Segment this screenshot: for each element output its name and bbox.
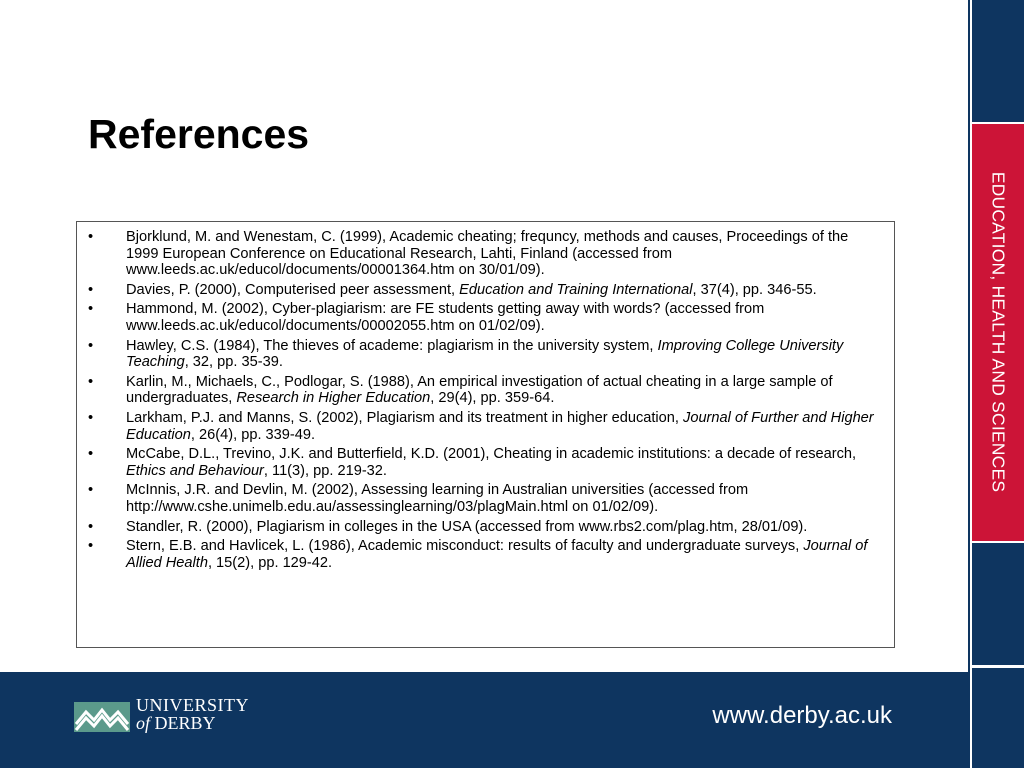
reference-source-title: Journal of Further and Higher Education bbox=[126, 409, 874, 443]
reference-source-title: Research in Higher Education bbox=[236, 390, 431, 407]
reference-item bbox=[77, 338, 884, 371]
bullet-icon: • bbox=[88, 229, 94, 245]
bullet-icon: • bbox=[88, 518, 94, 535]
reference-source-title: Ethics and Behaviour bbox=[126, 462, 264, 479]
university-logo bbox=[74, 696, 264, 746]
reference-text: Hammond, M. (2002), Cyber-plagiarism: are FE students getting away with words? (accessed from www.leeds.ac.uk/educol/documents/00002055.htm on 01/02/09). bbox=[126, 301, 765, 334]
bullet-icon: • bbox=[88, 446, 94, 463]
sidebar-divider bbox=[968, 0, 970, 768]
reference-item bbox=[77, 519, 884, 536]
reference-item bbox=[77, 301, 884, 334]
references-list bbox=[77, 222, 894, 571]
bullet-icon: • bbox=[88, 373, 94, 390]
reference-source-title: Improving College University Teaching bbox=[126, 337, 844, 371]
mountains-logo-icon bbox=[74, 702, 130, 736]
page-title: References bbox=[88, 111, 310, 157]
logo-line-derby bbox=[136, 714, 249, 732]
reference-source-title: Journal of Allied Health bbox=[126, 538, 868, 571]
bullet-icon: • bbox=[88, 409, 94, 426]
bullet-icon: • bbox=[88, 538, 94, 555]
sidebar-foot-block bbox=[972, 668, 1024, 768]
sidebar-top-block bbox=[972, 0, 1024, 122]
logo-line-university: UNIVERSITY bbox=[136, 695, 249, 715]
reference-text: Hawley, C.S. (1984), The thieves of academe: plagiarism in the university system, bbox=[126, 337, 658, 354]
reference-item bbox=[77, 229, 884, 279]
reference-source-title: Education and Training International bbox=[459, 281, 693, 298]
reference-item bbox=[77, 446, 884, 479]
reference-text: , 11(3), pp. 219-32. bbox=[263, 462, 387, 479]
bullet-icon: • bbox=[88, 482, 94, 499]
bullet-icon: • bbox=[88, 301, 94, 318]
reference-text: , 29(4), pp. 359-64. bbox=[430, 390, 555, 407]
reference-text: Bjorklund, M. and Wenestam, C. (1999), Academic cheating; frequncy, methods and causes, Proceedings of the 1999 European Conference on Educational Research, Lahti, Finland (accessed from www.leeds.ac.uk/educol/documents/00001364.htm on 30/01/09). bbox=[126, 229, 849, 279]
reference-text: Standler, R. (2000), Plagiarism in colleges in the USA (accessed from www.rbs2.com/plag.htm, 28/01/09). bbox=[126, 518, 808, 535]
reference-text: McInnis, J.R. and Devlin, M. (2002), Assessing learning in Australian universities (accessed from http://www.cshe.unimelb.edu.au/assessinglearning/03/plagMain.html on 01/02/09). bbox=[126, 482, 749, 515]
logo-wordmark bbox=[136, 696, 249, 732]
reference-text: Stern, E.B. and Havlicek, L. (1986), Academic misconduct: results of faculty and undergraduate surveys, bbox=[126, 538, 804, 555]
faculty-label: EDUCATION, HEALTH AND SCIENCES bbox=[988, 171, 1009, 493]
reference-text: Davies, P. (2000), Computerised peer assessment, bbox=[126, 281, 460, 298]
footer-bar bbox=[0, 672, 968, 768]
reference-item bbox=[77, 374, 884, 407]
reference-item bbox=[77, 538, 884, 571]
logo-of: of bbox=[136, 713, 151, 733]
bullet-icon: • bbox=[88, 337, 94, 354]
reference-item bbox=[77, 482, 884, 515]
website-link[interactable]: www.derby.ac.uk bbox=[712, 702, 892, 729]
reference-item bbox=[77, 282, 884, 299]
reference-text: , 32, pp. 35-39. bbox=[184, 354, 283, 371]
reference-text: McCabe, D.L., Trevino, J.K. and Butterfield, K.D. (2001), Cheating in academic institutions: a decade of research, bbox=[126, 446, 857, 463]
reference-text: Karlin, M., Michaels, C., Podlogar, S. (1988), An empirical investigation of actual cheating in a large sample of undergraduates, bbox=[126, 373, 833, 407]
logo-derby: DERBY bbox=[150, 713, 216, 733]
reference-text: Larkham, P.J. and Manns, S. (2002), Plagiarism and its treatment in higher education, bbox=[126, 409, 684, 426]
bullet-icon: • bbox=[88, 281, 94, 298]
sidebar-bottom-block bbox=[972, 543, 1024, 665]
references-box bbox=[76, 221, 895, 648]
reference-text: , 26(4), pp. 339-49. bbox=[190, 426, 316, 443]
reference-text: , 15(2), pp. 129-42. bbox=[207, 554, 333, 571]
reference-item bbox=[77, 410, 884, 443]
reference-text: , 37(4), pp. 346-55. bbox=[692, 281, 817, 298]
